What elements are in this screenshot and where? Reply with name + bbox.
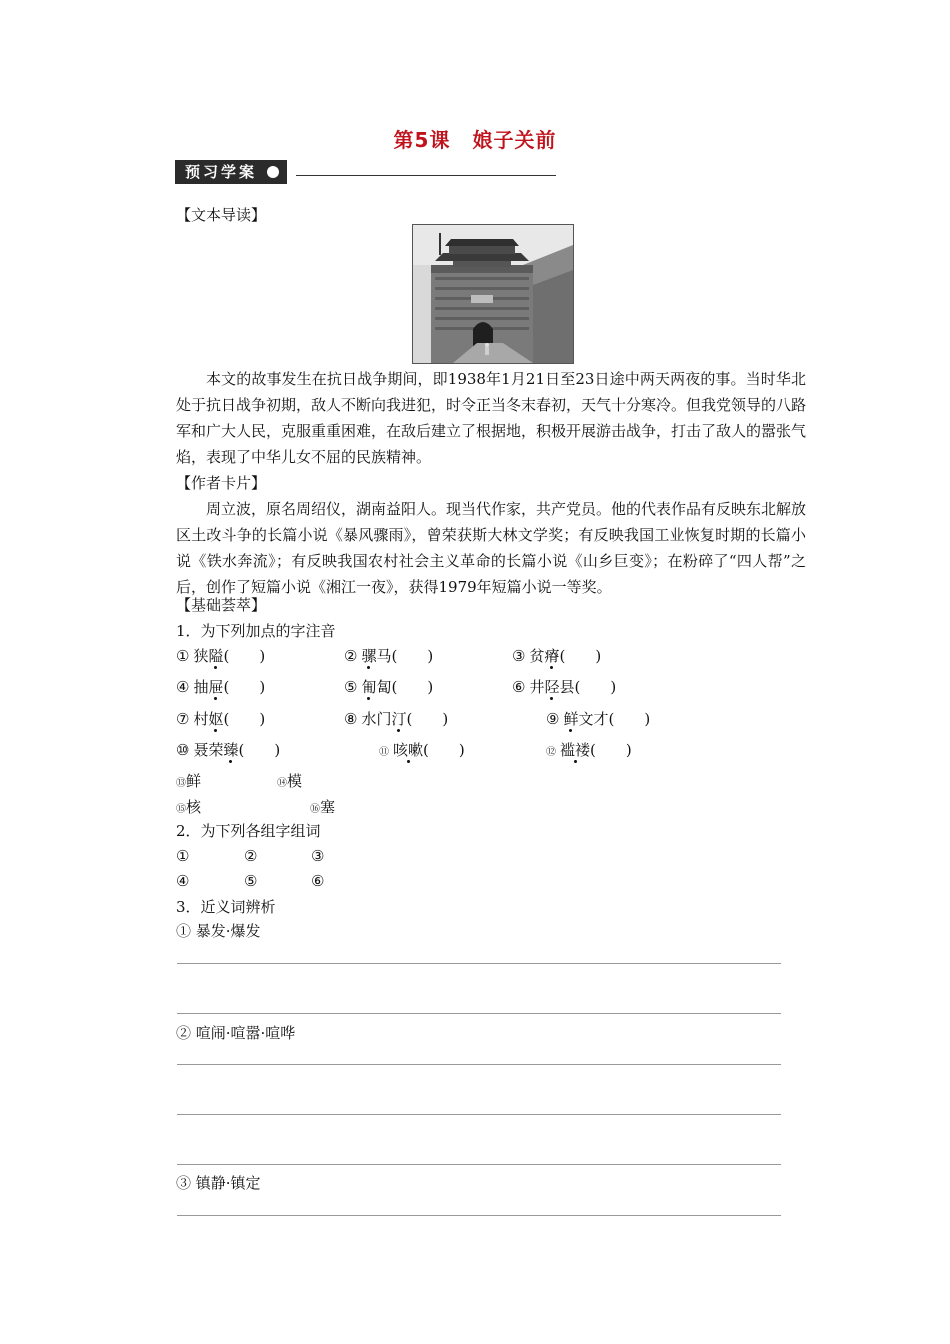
guide-paragraph: 本文的故事发生在抗日战争期间，即1938年1月21日至23日途中两天两夜的事。当时华北处于抗日战争初期，敌人不断向我进犯，时令正当冬末春初，天气十分寒冷。但我党领导的八路军和广大人民，克服重重困难，在敌后建立了根据地，积极开展游击战争，打击了敌人的嚣张气焰，表现了中华儿女不屈的民族精神。: [176, 370, 807, 466]
item-num: ⑤: [344, 678, 358, 696]
item-pre: 村: [193, 710, 209, 728]
item-tail: ( ): [423, 741, 465, 759]
item-num: ⑨: [546, 710, 560, 728]
synonym-item-2: ② 喧闹·喧嚣·喧哗: [176, 1024, 296, 1042]
pinyin-item-1: [176, 643, 265, 669]
section-badge-label: 预习学案: [185, 163, 258, 181]
question-3: 3．近义词辨析: [176, 898, 276, 916]
basics-heading: 【基础荟萃】: [176, 596, 267, 614]
item-tail: ( ): [223, 678, 266, 696]
item-tail: ( ): [590, 741, 632, 759]
dotted-char: 隘: [208, 647, 224, 665]
pinyin-item-9: [546, 706, 650, 732]
item-num: ①: [176, 647, 190, 665]
item-num: ⑦: [176, 710, 190, 728]
pinyin-item-6: [512, 674, 616, 700]
item-tail: ( ): [406, 710, 449, 728]
dotted-char: 陉: [544, 678, 560, 696]
item-tail: ( ): [223, 710, 266, 728]
pinyin-item-11: [379, 737, 465, 766]
item-num: ⑥: [512, 678, 526, 696]
extra-item-13: ⑬鲜: [176, 772, 202, 790]
pinyin-item-3: [512, 643, 601, 669]
item-tail: ( ): [238, 741, 281, 759]
answer-line[interactable]: [177, 963, 781, 964]
pinyin-item-4: [176, 674, 265, 700]
group-item-6: ⑥: [311, 872, 325, 890]
pinyin-item-5: [344, 674, 433, 700]
item-pre: 抽: [193, 678, 209, 696]
dotted-char: 屉: [208, 678, 224, 696]
answer-line[interactable]: [177, 1064, 781, 1065]
dotted-char: 褴褛: [560, 741, 591, 759]
item-tail: ( ): [391, 678, 434, 696]
dotted-char: 骡: [361, 647, 377, 665]
niangziguan-photo: [412, 224, 574, 364]
item-num: ④: [176, 678, 190, 696]
item-post: 匐: [376, 678, 392, 696]
circle-icon: [267, 166, 279, 178]
author-heading: 【作者卡片】: [176, 474, 267, 492]
synonym-item-3: ③ 镇静·镇定: [176, 1174, 261, 1192]
pinyin-item-2: [344, 643, 433, 669]
extra-item-16: ⑯塞: [310, 798, 336, 816]
item-pre: 聂荣: [193, 741, 224, 759]
pinyin-item-8: [344, 706, 448, 732]
item-tail: ( ): [559, 647, 602, 665]
item-pre: 井: [529, 678, 545, 696]
author-paragraph: 周立波，原名周绍仪，湖南益阳人。现当代作家，共产党员。他的代表作品有反映东北解放区土改斗争的长篇小说《暴风骤雨》，曾荣获斯大林文学奖；有反映我国工业恢复时期的长篇小说《铁水奔流》；有反映我国农村社会主义革命的长篇小说《山乡巨变》；在粉碎了“四人帮”之后，创作了短篇小说《湘江一夜》，获得1979年短篇小说一等奖。: [176, 500, 807, 596]
item-num: ⑧: [344, 710, 358, 728]
question-2: 2．为下列各组字组词: [176, 822, 321, 840]
item-num: ②: [344, 647, 358, 665]
synonym-item-1: ① 暴发·爆发: [176, 922, 261, 940]
lesson-name: 娘子关前: [472, 128, 557, 152]
dotted-char: 臻: [223, 741, 239, 759]
item-post: 马: [376, 647, 392, 665]
item-tail: ( ): [223, 647, 266, 665]
item-num: ③: [512, 647, 526, 665]
item-num: ⑫: [546, 747, 556, 758]
group-item-3: ③: [311, 847, 325, 865]
gate-tower-image: [413, 225, 573, 363]
item-post: 县: [559, 678, 575, 696]
answer-line[interactable]: [177, 1215, 781, 1216]
group-item-4: ④: [176, 872, 190, 890]
dotted-char: 咳嗽: [393, 741, 424, 759]
group-item-2: ②: [244, 847, 258, 865]
pinyin-item-10: [176, 737, 280, 763]
dotted-char: 鲜: [563, 710, 579, 728]
section-divider: [296, 175, 556, 176]
lesson-number: 第5课: [393, 128, 451, 152]
pinyin-item-12: [546, 737, 632, 766]
answer-line[interactable]: [177, 1164, 781, 1165]
section-badge: [175, 160, 287, 184]
pinyin-item-7: [176, 706, 265, 732]
answer-line[interactable]: [177, 1013, 781, 1014]
answer-line[interactable]: [177, 1114, 781, 1115]
item-pre: 狭: [193, 647, 209, 665]
item-tail: ( ): [391, 647, 434, 665]
dotted-char: 汀: [391, 710, 407, 728]
dotted-char: 瘠: [544, 647, 560, 665]
dotted-char: 匍: [361, 678, 377, 696]
item-post: 文才: [578, 710, 609, 728]
page-title: [0, 124, 950, 153]
item-num: ⑪: [379, 747, 389, 758]
item-tail: ( ): [608, 710, 651, 728]
dotted-char: 妪: [208, 710, 224, 728]
group-item-5: ⑤: [244, 872, 258, 890]
question-1: 1．为下列加点的字注音: [176, 622, 336, 640]
item-tail: ( ): [574, 678, 617, 696]
item-pre: 贫: [529, 647, 545, 665]
extra-item-15: ⑮核: [176, 798, 202, 816]
guide-heading: 【文本导读】: [176, 206, 267, 224]
group-item-1: ①: [176, 847, 190, 865]
item-pre: 水门: [361, 710, 392, 728]
extra-item-14: ⑭模: [277, 772, 303, 790]
item-num: ⑩: [176, 741, 190, 759]
